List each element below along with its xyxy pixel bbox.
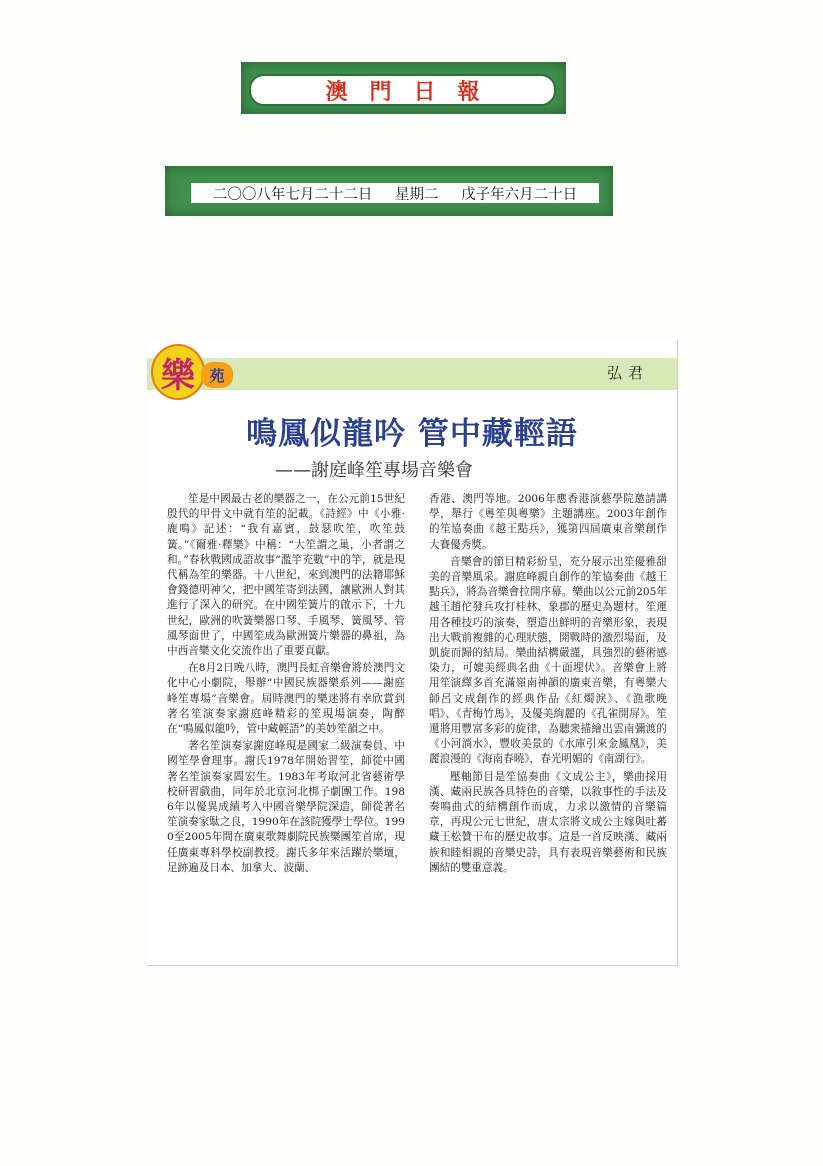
article-body xyxy=(167,492,667,878)
body-column-right xyxy=(429,492,667,878)
masthead-banner xyxy=(241,62,566,114)
weekday: 星期二 xyxy=(395,186,439,203)
paragraph: 音樂會的節目精彩紛呈，充分展示出笙優雅甜美的音樂風采。謝庭峰親自創作的笙協奏曲《越王點兵》，將為音樂會拉開序幕。樂曲以公元前205年越王趙佗發兵攻打桂林、象郡的歷史為題材。笙運用各種技巧的演奏，塑造出鮮明的音樂形象，表現出大戰前複雜的心理狀態，開戰時的激烈場面，及凱旋而歸的結局。樂曲結構嚴謹，具強烈的藝術感染力，可媲美經典名曲《十面埋伏》。音樂會上將用笙演繹多首充滿嶺南神韻的廣東音樂，有粵樂大師呂文成創作的經典作品《紅燭淚》、《漁歌晚唱》、《青梅竹馬》，及優美絢麗的《孔雀開屏》。笙還將用豐富多彩的旋律，為聽衆描繪出雲南彌渡的《小河淌水》，豐收美景的《水庫引來金鳳凰》，美麗浪漫的《海南春曉》，春光明媚的《南湖行》。 xyxy=(429,555,667,766)
paragraph: 香港、澳門等地。2006年應香港演藝學院邀請講學，舉行《粵笙與粵樂》主題講座。2003年創作的笙協奏曲《越王點兵》，獲第四屆廣東音樂創作大賽優秀獎。 xyxy=(429,493,667,551)
paragraph: 在8月2日晚八時，澳門長虹音樂會將於澳門文化中心小劇院，舉辦“中國民族器樂系列——謝庭峰笙專場”音樂會。屆時澳門的樂迷將有幸欣賞到著名笙演奏家謝庭峰精彩的笙現場演奏，陶醉在“鳴鳳似龍吟，管中藏輕語”的美妙笙韻之中。 xyxy=(167,662,405,736)
masthead-frame xyxy=(249,74,556,106)
paragraph: 笙是中國最古老的樂器之一，在公元前15世紀殷代的甲骨文中就有笙的記載。《詩經》中《小雅·鹿鳴》記述：“我有嘉賓，鼓瑟吹笙，吹笙鼓簧。”《爾雅·釋樂》中稱：“大笙謂之巢，小者謂之和。”春秋戰國成語故事“濫竽充數”中的竽，就是現代稱為笙的樂器。十八世紀，來到澳門的法籍耶穌會錢德明神父，把中國笙寄到法國，讓歐洲人對其進行了深入的研究。在中國笙簧片的啟示下，十九世紀，歐洲的吹簧樂器口琴、手風琴、簧風琴、管風琴面世了，中國笙成為歐洲簧片樂器的鼻祖，為中西音樂文化交流作出了重要貢獻。 xyxy=(167,493,405,658)
paragraph: 著名笙演奏家謝庭峰現是國家二級演奏員、中國笙學會理事。謝氏1978年開始習笙，師從中國著名笙演奏家閻宏生。1983年考取河北省藝術學校研習戲曲，同年於北京河北梆子劇團工作。1986年以優異成績考入中國音樂學院深造，師從著名笙演奏家駄之良，1990年在該院獲學士學位。1990至2005年間在廣東歌舞劇院民族樂團笙首席，現任廣東專科學校副教授。謝氏多年來活躍於樂壇，足跡遍及日本、加拿大、波蘭、 xyxy=(167,740,405,874)
article-subheadline: ——謝庭峰笙專場音樂會 xyxy=(275,460,473,481)
column-badge-sub: 苑 xyxy=(201,362,233,388)
body-column-left xyxy=(167,492,405,878)
newspaper-title: 澳門日報 xyxy=(325,78,502,105)
article-headline: 鳴鳳似龍吟 管中藏輕語 xyxy=(246,416,578,452)
article-clipping xyxy=(147,340,678,966)
column-badge-main: 樂 xyxy=(151,344,205,400)
date-line xyxy=(204,183,586,204)
lunar-date: 戊子年六月二十日 xyxy=(461,186,578,203)
gregorian-date: 二〇〇八年七月二十二日 xyxy=(212,186,373,203)
author-name: 弘君 xyxy=(606,364,649,382)
date-frame xyxy=(191,183,599,203)
date-banner xyxy=(165,166,613,216)
column-badge xyxy=(151,344,225,400)
paragraph: 壓軸節目是笙協奏曲《文成公主》，樂曲採用漢、藏兩民族各具特色的音樂，以敘事性的手法及奏鳴曲式的結構創作而成，力求以激情的音樂篇章，再現公元七世紀，唐太宗將文成公主嫁與吐蕃藏王松贊干布的歷史故事。這是一首反映漢、藏兩族和睦相親的音樂史詩，具有表現音樂藝術和民族團結的雙重意義。 xyxy=(429,770,667,874)
